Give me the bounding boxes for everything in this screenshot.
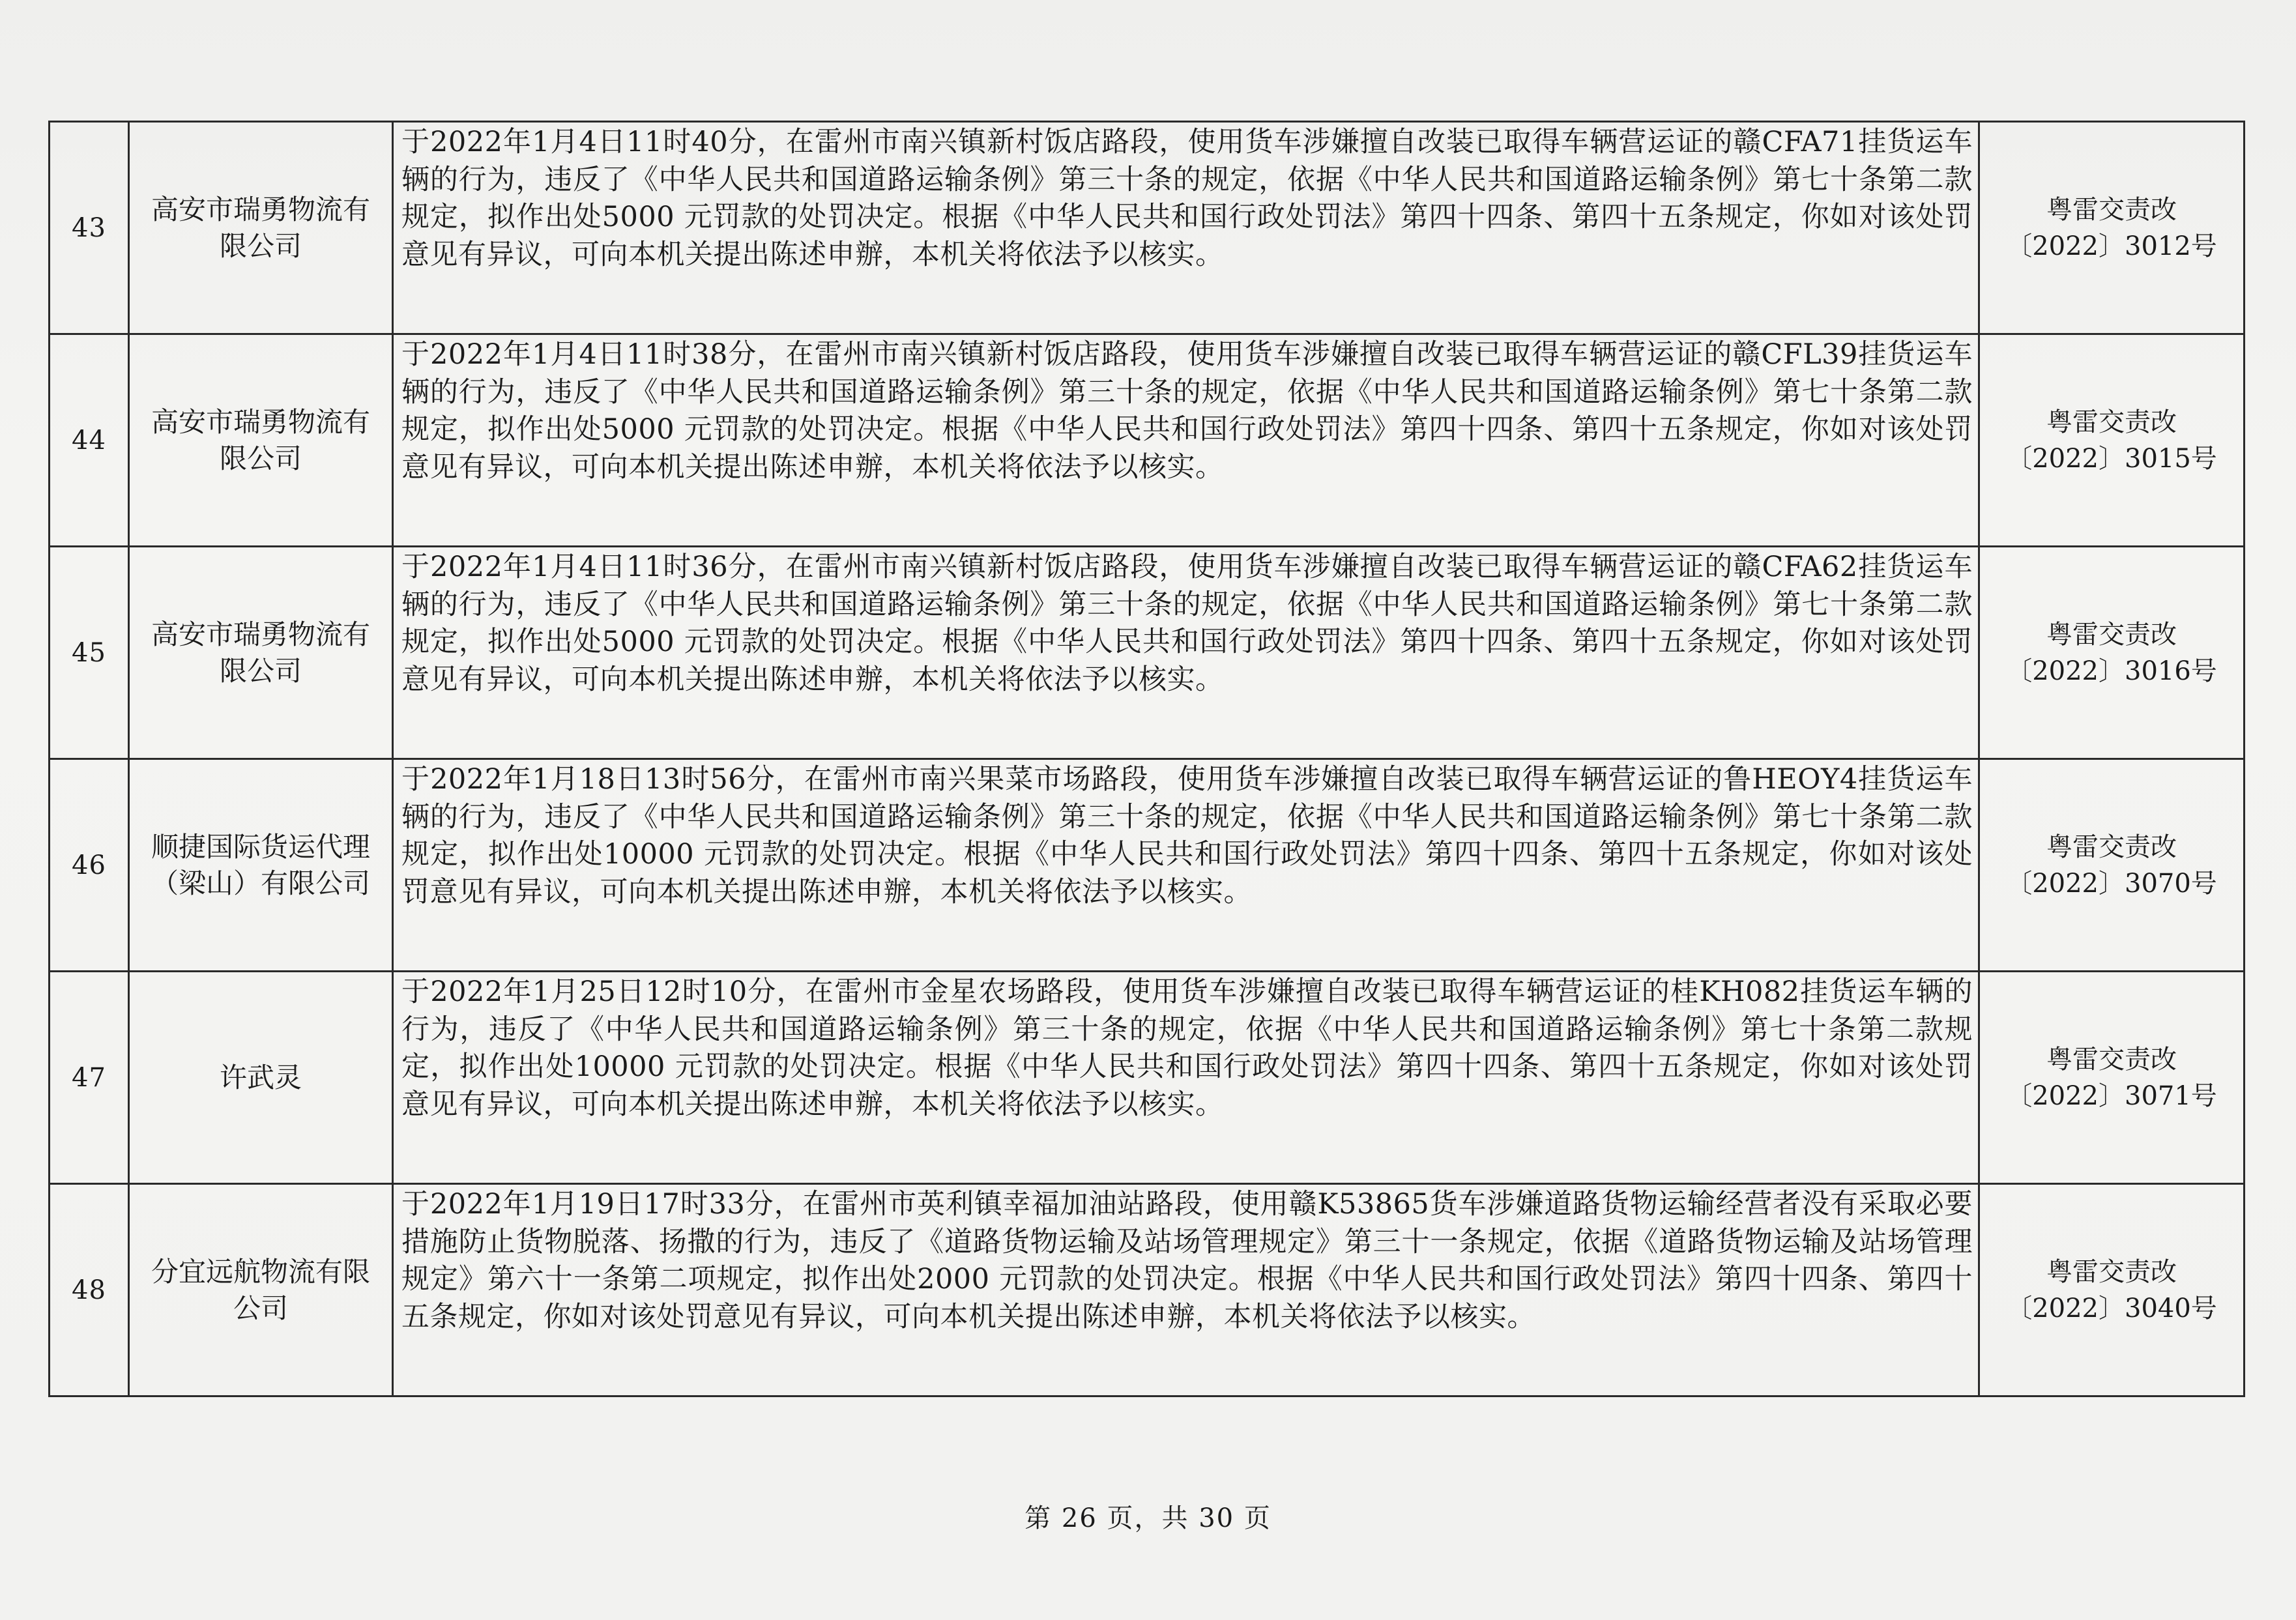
violation-description: 于2022年1月4日11时38分，在雷州市南兴镇新村饭店路段，使用货车涉嫌擅自改装已取得车辆营运证的赣CFL39挂货运车辆的行为，违反了《中华人民共和国道路运输条例》第三十条的规定，依据《中华人民共和国道路运输条例》第七十条第二款规定，拟作出处5000 元罚款的处罚决定。根据《中华人民共和国行政处罚法》第四十四条、第四十五条规定，你如对该处罚意见有异议，可向本机关提出陈述申辦，本机关将依法予以核实。 [393, 334, 1979, 547]
party-name: 高安市瑞勇物流有限公司 [129, 334, 393, 547]
reference-number: 〔2022〕3040号 [2006, 1293, 2217, 1323]
reference-authority: 粤雷交责改 [2046, 1256, 2177, 1287]
table-row [50, 334, 2245, 547]
document-reference [1979, 759, 2245, 972]
party-name: 许武灵 [129, 972, 393, 1184]
document-reference [1979, 122, 2245, 334]
table-row [50, 972, 2245, 1184]
row-number: 44 [50, 334, 129, 547]
table-row [50, 547, 2245, 759]
violation-description: 于2022年1月19日17时33分，在雷州市英利镇幸福加油站路段，使用赣K53865货车涉嫌道路货物运输经营者没有采取必要措施防止货物脱落、扬撒的行为，违反了《道路货物运输及站场管理规定》第三十一条规定，依据《道路货物运输及站场管理规定》第六十一条第二项规定，拟作出处2000 元罚款的处罚决定。根据《中华人民共和国行政处罚法》第四十四条、第四十五条规定，你如对该处罚意见有异议，可向本机关提出陈述申辦，本机关将依法予以核实。 [393, 1184, 1979, 1396]
party-name: 高安市瑞勇物流有限公司 [129, 547, 393, 759]
document-reference [1979, 972, 2245, 1184]
violation-description: 于2022年1月18日13时56分，在雷州市南兴果菜市场路段，使用货车涉嫌擅自改装已取得车辆营运证的鲁HEOY4挂货运车辆的行为，违反了《中华人民共和国道路运输条例》第三十条的规定，依据《中华人民共和国道路运输条例》第七十条第二款规定，拟作出处10000 元罚款的处罚决定。根据《中华人民共和国行政处罚法》第四十四条、第四十五条规定，你如对该处罚意见有异议，可向本机关提出陈述申辦，本机关将依法予以核实。 [393, 759, 1979, 972]
row-number: 48 [50, 1184, 129, 1396]
row-number: 45 [50, 547, 129, 759]
page-footer: 第 26 页，共 30 页 [1024, 1503, 1272, 1533]
row-number: 46 [50, 759, 129, 972]
party-name: 高安市瑞勇物流有限公司 [129, 122, 393, 334]
document-reference [1979, 547, 2245, 759]
reference-number: 〔2022〕3015号 [2006, 443, 2217, 474]
table-row [50, 122, 2245, 334]
penalty-records-table [48, 121, 2245, 1397]
reference-number: 〔2022〕3012号 [2006, 231, 2217, 261]
violation-description: 于2022年1月4日11时36分，在雷州市南兴镇新村饭店路段，使用货车涉嫌擅自改装已取得车辆营运证的赣CFA62挂货运车辆的行为，违反了《中华人民共和国道路运输条例》第三十条的规定，依据《中华人民共和国道路运输条例》第七十条第二款规定，拟作出处5000 元罚款的处罚决定。根据《中华人民共和国行政处罚法》第四十四条、第四十五条规定，你如对该处罚意见有异议，可向本机关提出陈述申辦，本机关将依法予以核实。 [393, 547, 1979, 759]
violation-description: 于2022年1月25日12时10分，在雷州市金星农场路段，使用货车涉嫌擅自改装已取得车辆营运证的桂KH082挂货运车辆的行为，违反了《中华人民共和国道路运输条例》第三十条的规定，依据《中华人民共和国道路运输条例》第七十条第二款规定，拟作出处10000 元罚款的处罚决定。根据《中华人民共和国行政处罚法》第四十四条、第四十五条规定，你如对该处罚意见有异议，可向本机关提出陈述申辦，本机关将依法予以核实。 [393, 972, 1979, 1184]
reference-number: 〔2022〕3070号 [2006, 868, 2217, 899]
reference-authority: 粤雷交责改 [2046, 407, 2177, 437]
reference-authority: 粤雷交责改 [2046, 194, 2177, 225]
reference-authority: 粤雷交责改 [2046, 832, 2177, 862]
violation-description: 于2022年1月4日11时40分，在雷州市南兴镇新村饭店路段，使用货车涉嫌擅自改装已取得车辆营运证的赣CFA71挂货运车辆的行为，违反了《中华人民共和国道路运输条例》第三十条的规定，依据《中华人民共和国道路运输条例》第七十条第二款规定，拟作出处5000 元罚款的处罚决定。根据《中华人民共和国行政处罚法》第四十四条、第四十五条规定，你如对该处罚意见有异议，可向本机关提出陈述申辦，本机关将依法予以核实。 [393, 122, 1979, 334]
table-row [50, 759, 2245, 972]
document-reference [1979, 334, 2245, 547]
document-reference [1979, 1184, 2245, 1396]
party-name: 顺捷国际货运代理（梁山）有限公司 [129, 759, 393, 972]
party-name: 分宜远航物流有限公司 [129, 1184, 393, 1396]
row-number: 47 [50, 972, 129, 1184]
reference-authority: 粤雷交责改 [2046, 619, 2177, 650]
row-number: 43 [50, 122, 129, 334]
table-row [50, 1184, 2245, 1396]
reference-number: 〔2022〕3016号 [2006, 656, 2217, 686]
reference-number: 〔2022〕3071号 [2006, 1080, 2217, 1111]
reference-authority: 粤雷交责改 [2046, 1044, 2177, 1075]
